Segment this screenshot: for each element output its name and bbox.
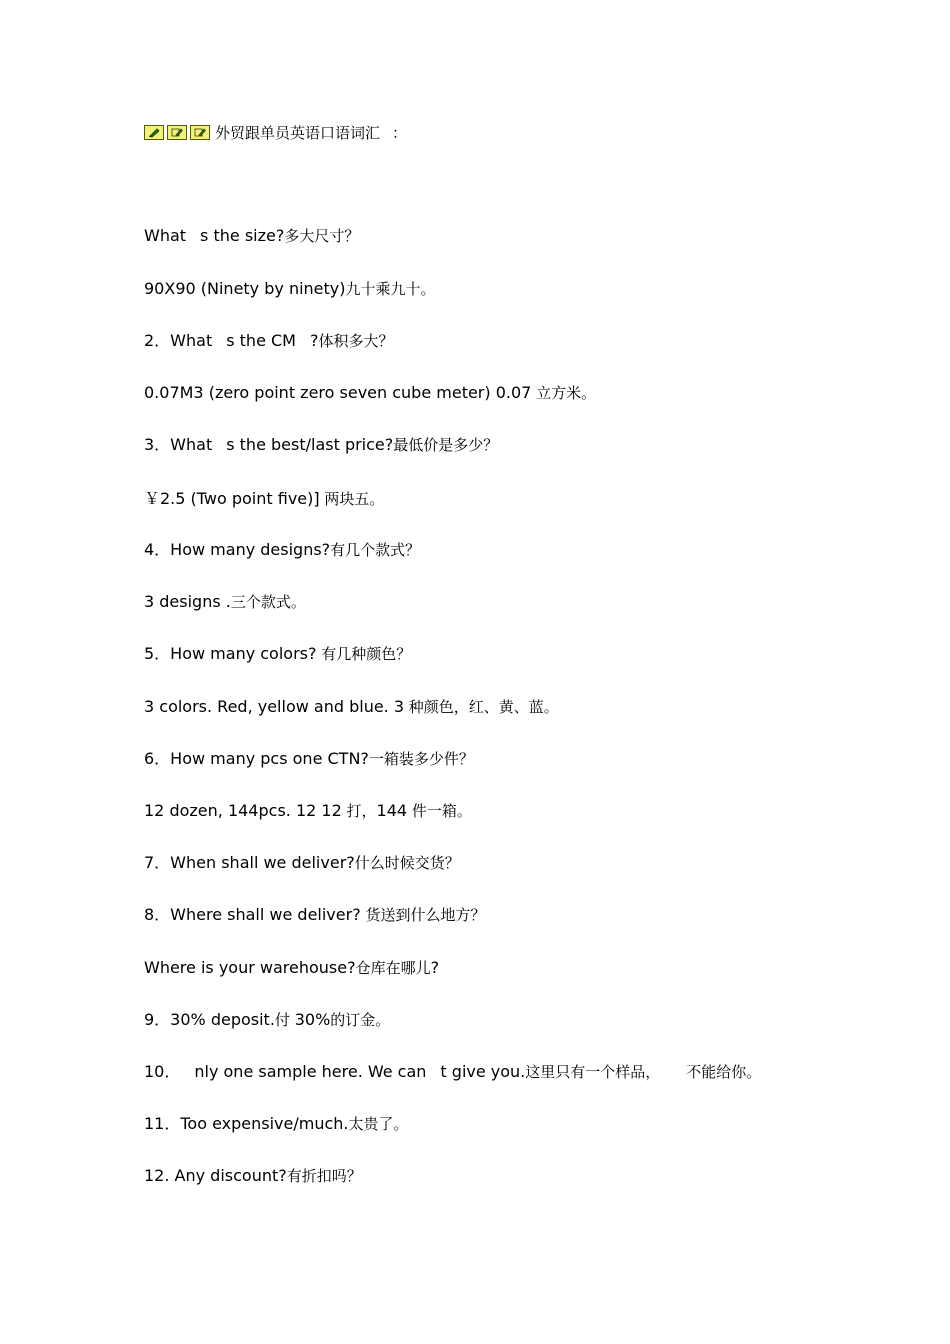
vocab-line: 12. Any discount?有折扣吗？ bbox=[144, 1166, 362, 1185]
vocab-line: 3 colors. Red, yellow and blue. 3 种颜色，红、黄、蓝。 bbox=[144, 697, 559, 716]
edit-icon bbox=[167, 125, 187, 140]
vocab-line: 9．30% deposit.付 30%的订金。 bbox=[144, 1010, 391, 1029]
edit-icon bbox=[190, 125, 210, 140]
vocab-line: 11．Too expensive/much.太贵了。 bbox=[144, 1114, 409, 1133]
vocab-line: 90X90 (Ninety by ninety)九十乘九十。 bbox=[144, 279, 436, 298]
document-header bbox=[144, 122, 407, 142]
pen-icon bbox=[144, 125, 164, 140]
document-title: 外贸跟单员英语口语词汇 bbox=[215, 123, 381, 142]
vocab-line: ￥2.5 (Two point five)] 两块五。 bbox=[144, 489, 385, 508]
vocab-line: 3 designs .三个款式。 bbox=[144, 592, 306, 611]
vocab-line: 3．What s the best/last price?最低价是多少？ bbox=[144, 435, 499, 454]
vocab-line: 6．How many pcs one CTN?一箱装多少件？ bbox=[144, 749, 474, 768]
vocab-line: 7．When shall we deliver?什么时候交货？ bbox=[144, 853, 460, 872]
vocab-line: 12 dozen, 144pcs. 12 12 打，144 件一箱。 bbox=[144, 801, 472, 820]
vocab-line: 10． nly one sample here. We can t give you.这里只有一个样品， 不能给你。 bbox=[144, 1062, 762, 1081]
title-colon: ： bbox=[392, 123, 408, 142]
vocab-line: 8．Where shall we deliver? 货送到什么地方？ bbox=[144, 905, 486, 924]
vocab-line: 5．How many colors? 有几种颜色？ bbox=[144, 644, 412, 663]
vocab-line: 4．How many designs?有几个款式？ bbox=[144, 540, 421, 559]
vocab-line: 0.07M3 (zero point zero seven cube meter) 0.07 立方米。 bbox=[144, 383, 597, 402]
vocab-line: What s the size?多大尺寸？ bbox=[144, 226, 360, 245]
vocab-line: Where is your warehouse?仓库在哪儿? bbox=[144, 958, 440, 977]
vocab-line: 2．What s the CM ?体积多大？ bbox=[144, 331, 394, 350]
